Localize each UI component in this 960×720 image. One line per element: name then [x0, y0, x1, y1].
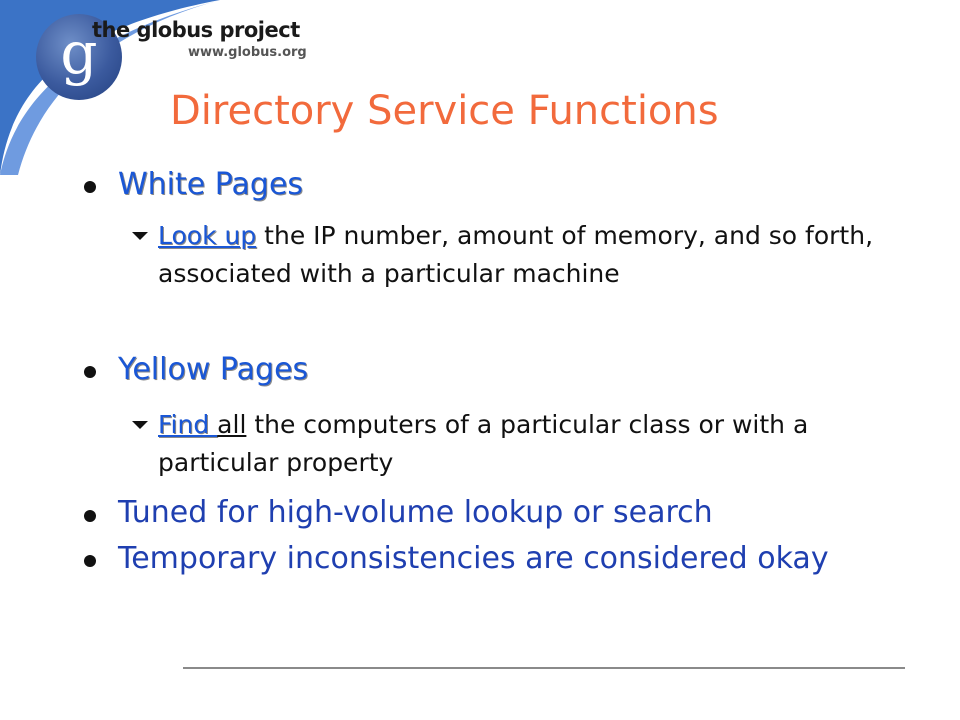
bullet-text-temporary: Temporary inconsistencies are considered okay	[118, 541, 829, 576]
bullet-dot-icon	[84, 510, 96, 522]
bullet-dot-icon	[84, 366, 96, 378]
sub-bullet-verb: Find	[158, 410, 218, 439]
globus-logo-icon: g	[36, 14, 122, 100]
logo-name: the globus project	[92, 18, 300, 42]
sub-bullet-text: the computers of a particular class or with a particular property	[158, 410, 809, 477]
footer-divider	[183, 667, 905, 669]
bullet-dot-icon	[84, 555, 96, 567]
bullet-dot-icon	[84, 181, 96, 193]
bullet-heading-yellow-pages: Yellow Pages	[118, 352, 309, 387]
slide-title: Directory Service Functions	[170, 88, 719, 134]
sub-bullet-text: the IP number, amount of memory, and so forth, associated with a particular machine	[158, 221, 874, 288]
bullet-text-tuned: Tuned for high-volume lookup or search	[118, 495, 713, 530]
sub-bullet-yellow-pages	[158, 406, 878, 482]
sub-bullet-white-pages	[158, 217, 878, 293]
bullet-triangle-icon	[132, 421, 148, 429]
bullet-heading-white-pages: White Pages	[118, 167, 304, 202]
bullet-triangle-icon	[132, 232, 148, 240]
sub-bullet-verb: Look up	[158, 221, 257, 250]
sub-bullet-underlined: all	[217, 410, 247, 439]
logo-url: www.globus.org	[188, 45, 307, 60]
